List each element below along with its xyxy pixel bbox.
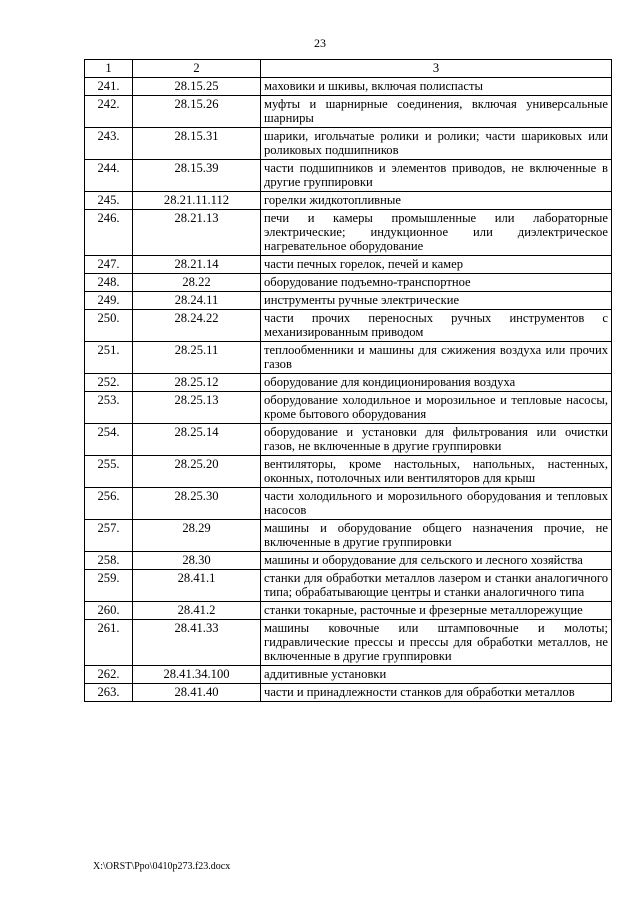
classification-table — [84, 59, 612, 702]
row-number-cell: 257. — [85, 520, 133, 552]
table-row — [85, 456, 612, 488]
row-number-cell: 243. — [85, 128, 133, 160]
table-row — [85, 128, 612, 160]
code-cell: 28.25.12 — [133, 374, 261, 392]
table-row — [85, 96, 612, 128]
table-row — [85, 602, 612, 620]
table-row — [85, 210, 612, 256]
table-row — [85, 374, 612, 392]
row-number-cell: 254. — [85, 424, 133, 456]
code-cell: 28.41.34.100 — [133, 666, 261, 684]
column-header-code: 2 — [133, 60, 261, 78]
row-number-cell: 241. — [85, 78, 133, 96]
description-cell: станки для обработки металлов лазером и станки аналогичного типа; обрабатывающие центры и станки аналогичного типа — [261, 570, 612, 602]
code-cell: 28.25.13 — [133, 392, 261, 424]
row-number-cell: 252. — [85, 374, 133, 392]
code-cell: 28.24.22 — [133, 310, 261, 342]
description-cell: части прочих переносных ручных инструментов с механизированным приводом — [261, 310, 612, 342]
description-cell: части холодильного и морозильного оборудования и тепловых насосов — [261, 488, 612, 520]
code-cell: 28.25.14 — [133, 424, 261, 456]
table-row — [85, 620, 612, 666]
row-number-cell: 262. — [85, 666, 133, 684]
description-cell: инструменты ручные электрические — [261, 292, 612, 310]
description-cell: оборудование подъемно-транспортное — [261, 274, 612, 292]
page-number: 23 — [314, 36, 326, 50]
code-cell: 28.21.14 — [133, 256, 261, 274]
code-cell: 28.25.30 — [133, 488, 261, 520]
row-number-cell: 249. — [85, 292, 133, 310]
description-cell: муфты и шарнирные соединения, включая универсальные шарниры — [261, 96, 612, 128]
description-cell: печи и камеры промышленные или лабораторные электрические; индукционное или диэлектрическое нагревательное оборудование — [261, 210, 612, 256]
row-number-cell: 255. — [85, 456, 133, 488]
description-cell: горелки жидкотопливные — [261, 192, 612, 210]
table-row — [85, 292, 612, 310]
description-cell: вентиляторы, кроме настольных, напольных, настенных, оконных, потолочных или вентиляторов для крыш — [261, 456, 612, 488]
description-cell: оборудование холодильное и морозильное и тепловые насосы, кроме бытового оборудования — [261, 392, 612, 424]
row-number-cell: 247. — [85, 256, 133, 274]
description-cell: части печных горелок, печей и камер — [261, 256, 612, 274]
code-cell: 28.15.31 — [133, 128, 261, 160]
table-row — [85, 552, 612, 570]
table-header-row — [85, 60, 612, 78]
description-cell: станки токарные, расточные и фрезерные металлорежущие — [261, 602, 612, 620]
row-number-cell: 256. — [85, 488, 133, 520]
table-row — [85, 256, 612, 274]
code-cell: 28.41.1 — [133, 570, 261, 602]
table-row — [85, 78, 612, 96]
row-number-cell: 260. — [85, 602, 133, 620]
row-number-cell: 259. — [85, 570, 133, 602]
description-cell: маховики и шкивы, включая полиспасты — [261, 78, 612, 96]
table-row — [85, 274, 612, 292]
column-header-number: 1 — [85, 60, 133, 78]
code-cell: 28.22 — [133, 274, 261, 292]
table-row — [85, 192, 612, 210]
table-row — [85, 520, 612, 552]
row-number-cell: 246. — [85, 210, 133, 256]
code-cell: 28.41.33 — [133, 620, 261, 666]
description-cell: шарики, игольчатые ролики и ролики; части шариковых или роликовых подшипников — [261, 128, 612, 160]
table-row — [85, 488, 612, 520]
table-row — [85, 310, 612, 342]
row-number-cell: 253. — [85, 392, 133, 424]
description-cell: машины и оборудование для сельского и лесного хозяйства — [261, 552, 612, 570]
table-row — [85, 342, 612, 374]
description-cell: части подшипников и элементов приводов, не включенные в другие группировки — [261, 160, 612, 192]
code-cell: 28.25.11 — [133, 342, 261, 374]
table-row — [85, 684, 612, 702]
description-cell: оборудование для кондиционирования воздуха — [261, 374, 612, 392]
code-cell: 28.15.25 — [133, 78, 261, 96]
row-number-cell: 261. — [85, 620, 133, 666]
row-number-cell: 251. — [85, 342, 133, 374]
row-number-cell: 263. — [85, 684, 133, 702]
row-number-cell: 244. — [85, 160, 133, 192]
code-cell: 28.15.26 — [133, 96, 261, 128]
code-cell: 28.24.11 — [133, 292, 261, 310]
description-cell: машины ковочные или штамповочные и молоты; гидравлические прессы и прессы для обработки металлов, не включенные в другие группировки — [261, 620, 612, 666]
row-number-cell: 248. — [85, 274, 133, 292]
code-cell: 28.21.13 — [133, 210, 261, 256]
description-cell: машины и оборудование общего назначения прочие, не включенные в другие группировки — [261, 520, 612, 552]
code-cell: 28.41.40 — [133, 684, 261, 702]
row-number-cell: 242. — [85, 96, 133, 128]
code-cell: 28.25.20 — [133, 456, 261, 488]
table-row — [85, 424, 612, 456]
table-row — [85, 160, 612, 192]
code-cell: 28.30 — [133, 552, 261, 570]
row-number-cell: 258. — [85, 552, 133, 570]
description-cell: оборудование и установки для фильтрования или очистки газов, не включенные в другие группировки — [261, 424, 612, 456]
table-row — [85, 570, 612, 602]
row-number-cell: 245. — [85, 192, 133, 210]
file-path-footer: X:\ORST\Ppo\0410p273.f23.docx — [93, 861, 231, 872]
row-number-cell: 250. — [85, 310, 133, 342]
column-header-description: 3 — [261, 60, 612, 78]
code-cell: 28.29 — [133, 520, 261, 552]
table-row — [85, 392, 612, 424]
description-cell: аддитивные установки — [261, 666, 612, 684]
code-cell: 28.21.11.112 — [133, 192, 261, 210]
code-cell: 28.41.2 — [133, 602, 261, 620]
description-cell: части и принадлежности станков для обработки металлов — [261, 684, 612, 702]
description-cell: теплообменники и машины для сжижения воздуха или прочих газов — [261, 342, 612, 374]
code-cell: 28.15.39 — [133, 160, 261, 192]
table-row — [85, 666, 612, 684]
